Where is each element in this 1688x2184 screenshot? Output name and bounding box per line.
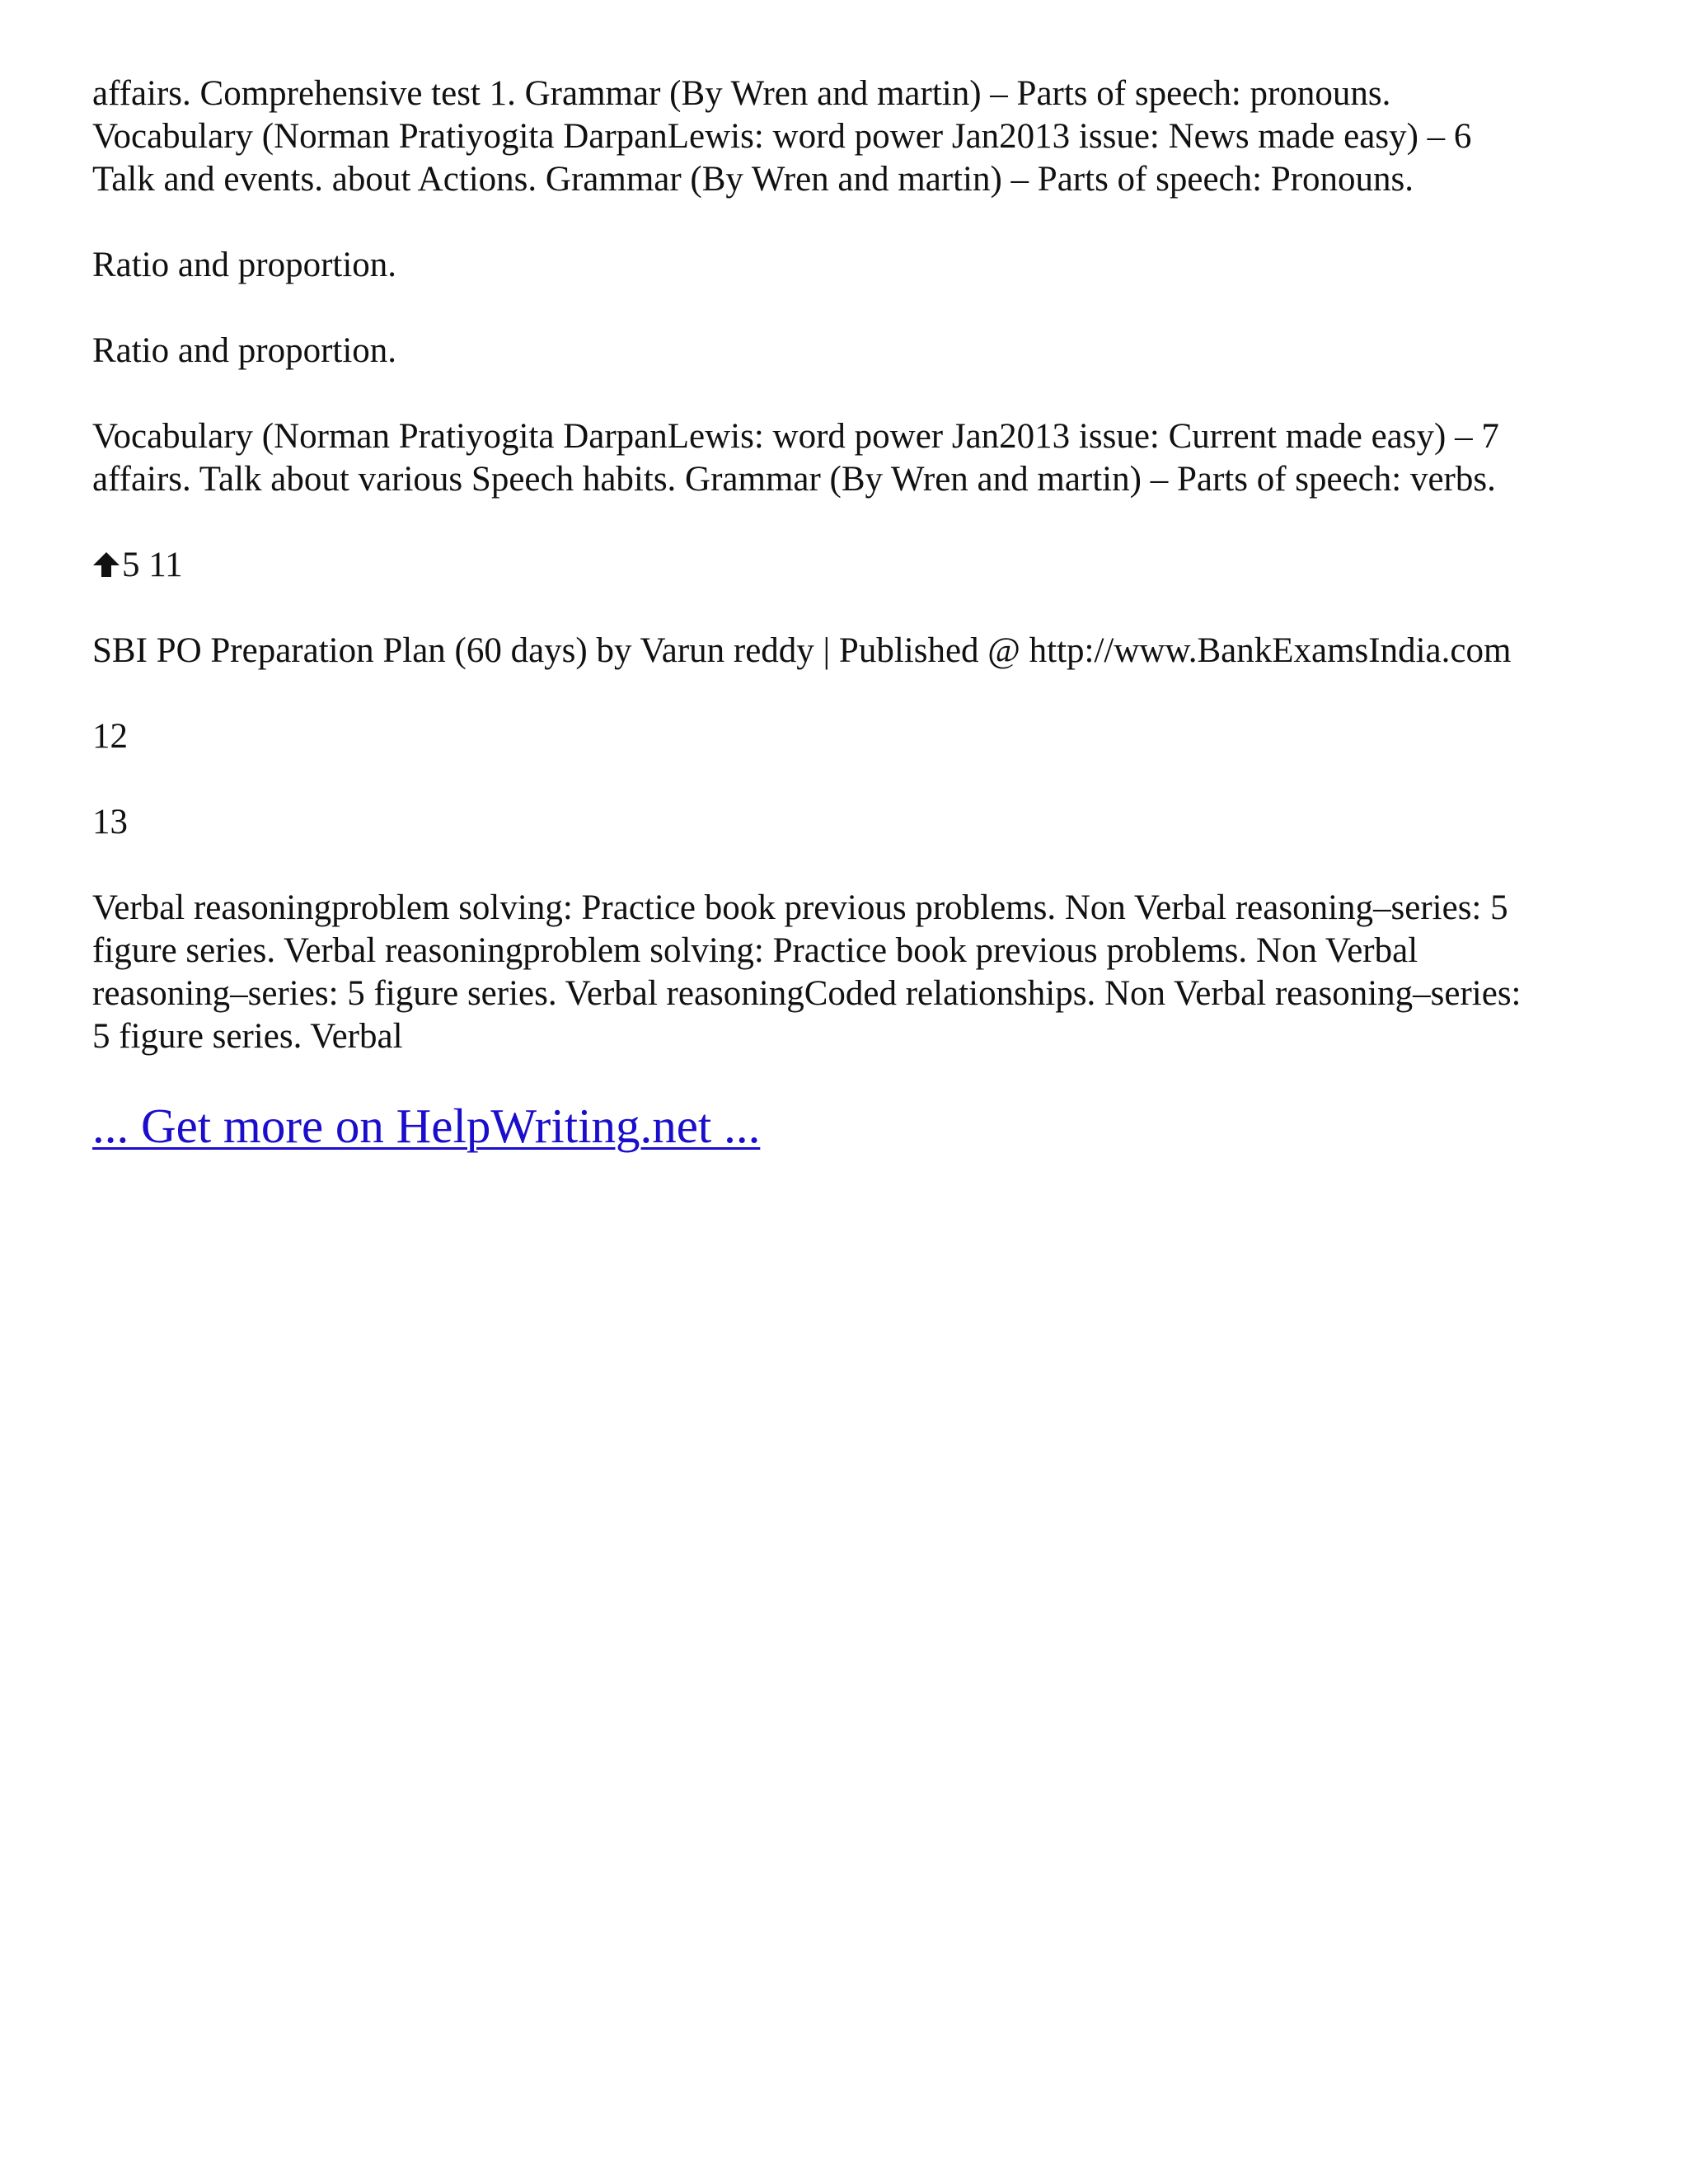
- get-more-link[interactable]: ... Get more on HelpWriting.net ...: [92, 1099, 761, 1153]
- paragraph-day-12: 12: [92, 717, 128, 756]
- paragraph-reasoning: [92, 887, 1609, 1058]
- text-line: affairs. Talk about various Speech habits. Grammar (By Wren and martin) – Parts of speech: verbs.: [92, 460, 1496, 499]
- paragraph-grammar-vocabulary: [92, 73, 1609, 201]
- text-line: Talk and events. about Actions. Grammar (By Wren and martin) – Parts of speech: Pronouns.: [92, 160, 1414, 199]
- up-arrow-icon: [92, 551, 120, 579]
- paragraph-ratio-1: Ratio and proportion.: [92, 246, 397, 284]
- text-line: Vocabulary (Norman Pratiyogita DarpanLewis: word power Jan2013 issue: Current made easy) – 7: [92, 417, 1499, 456]
- text-line: 5 figure series. Verbal: [92, 1017, 403, 1056]
- paragraph-day-numbers: [92, 544, 1609, 587]
- text-line: figure series. Verbal reasoningproblem solving: Practice book previous problems. Non Verbal: [92, 931, 1418, 970]
- text-line: Verbal reasoningproblem solving: Practice book previous problems. Non Verbal reasoning–series: 5: [92, 888, 1508, 927]
- paragraph-ratio-2: Ratio and proportion.: [92, 331, 397, 370]
- text-line: reasoning–series: 5 figure series. Verbal reasoningCoded relationships. Non Verbal reasoning–series:: [92, 974, 1522, 1013]
- document-page: [92, 73, 1609, 1153]
- text-line: Vocabulary (Norman Pratiyogita DarpanLewis: word power Jan2013 issue: News made easy) – 6: [92, 117, 1472, 156]
- paragraph-plan-header: SBI PO Preparation Plan (60 days) by Varun reddy | Published @ http://www.BankExamsIndia.com: [92, 631, 1512, 670]
- paragraph-day-13: 13: [92, 803, 128, 841]
- text-line: affairs. Comprehensive test 1. Grammar (By Wren and martin) – Parts of speech: pronouns.: [92, 74, 1391, 113]
- day-numbers-text: 5 11: [122, 546, 183, 584]
- paragraph-vocabulary-current: [92, 415, 1609, 501]
